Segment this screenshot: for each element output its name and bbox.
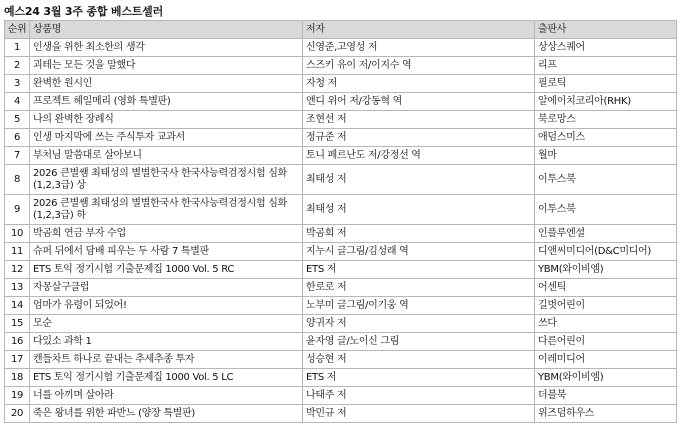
publisher-cell: 쓰다 [535, 315, 677, 333]
rank-cell: 6 [5, 129, 30, 147]
table-row [5, 147, 677, 165]
author-cell: 정규준 저 [303, 129, 535, 147]
title-cell: 다있소 과학 1 [30, 333, 303, 351]
title-cell: 2026 큰별쌤 최태성의 별별한국사 한국사능력검정시험 심화(1,2,3급) 상 [30, 165, 303, 195]
title-cell: 괴테는 모든 것을 말했다 [30, 57, 303, 75]
author-cell: 자청 저 [303, 75, 535, 93]
table-row [5, 315, 677, 333]
table-row [5, 405, 677, 423]
page-title: 예스24 3월 3주 종합 베스트셀러 [4, 5, 164, 18]
author-cell: 신영준,고영성 저 [303, 39, 535, 57]
author-cell: ETS 저 [303, 369, 535, 387]
table-row [5, 333, 677, 351]
author-cell: 박민규 저 [303, 405, 535, 423]
rank-cell: 2 [5, 57, 30, 75]
rank-cell: 15 [5, 315, 30, 333]
header-rank: 순위 [5, 21, 30, 39]
header-publisher: 출판사 [535, 21, 677, 39]
table-row [5, 369, 677, 387]
publisher-cell: YBM(와이비엠) [535, 261, 677, 279]
publisher-cell: 월마 [535, 147, 677, 165]
publisher-cell: 이투스북 [535, 165, 677, 195]
bestseller-table [4, 20, 677, 423]
publisher-cell: 어센틱 [535, 279, 677, 297]
rank-cell: 16 [5, 333, 30, 351]
author-cell: 양귀자 저 [303, 315, 535, 333]
title-cell: 캔들차트 하나로 끝내는 추세추종 투자 [30, 351, 303, 369]
title-cell: 자몽살구클럽 [30, 279, 303, 297]
publisher-cell: 상상스퀘어 [535, 39, 677, 57]
table-header-row [5, 21, 677, 39]
publisher-cell: 다른어린이 [535, 333, 677, 351]
publisher-cell: 알에이치코리아(RHK) [535, 93, 677, 111]
title-cell: ETS 토익 정기시험 기출문제집 1000 Vol. 5 LC [30, 369, 303, 387]
rank-cell: 10 [5, 225, 30, 243]
rank-cell: 12 [5, 261, 30, 279]
rank-cell: 14 [5, 297, 30, 315]
header-author: 저자 [303, 21, 535, 39]
table-row [5, 225, 677, 243]
author-cell: 최태성 저 [303, 165, 535, 195]
rank-cell: 1 [5, 39, 30, 57]
title-cell: 죽은 왕녀를 위한 파반느 (양장 특별판) [30, 405, 303, 423]
author-cell: ETS 저 [303, 261, 535, 279]
rank-cell: 11 [5, 243, 30, 261]
author-cell: 성승현 저 [303, 351, 535, 369]
rank-cell: 4 [5, 93, 30, 111]
title-cell: 모순 [30, 315, 303, 333]
rank-cell: 9 [5, 195, 30, 225]
title-cell: 너를 아끼며 살아라 [30, 387, 303, 405]
publisher-cell: 리프 [535, 57, 677, 75]
header-title: 상품명 [30, 21, 303, 39]
author-cell: 나태주 저 [303, 387, 535, 405]
author-cell: 스즈키 유이 저/이지수 역 [303, 57, 535, 75]
publisher-cell: 이투스북 [535, 195, 677, 225]
table-row [5, 387, 677, 405]
table-row [5, 111, 677, 129]
author-cell: 노부미 글그림/이기웅 역 [303, 297, 535, 315]
rank-cell: 20 [5, 405, 30, 423]
table-row [5, 351, 677, 369]
title-cell: 프로젝트 헤일메리 (영화 특별판) [30, 93, 303, 111]
rank-cell: 18 [5, 369, 30, 387]
rank-cell: 19 [5, 387, 30, 405]
publisher-cell: YBM(와이비엠) [535, 369, 677, 387]
rank-cell: 17 [5, 351, 30, 369]
author-cell: 지누시 글그림/김성래 역 [303, 243, 535, 261]
table-row [5, 93, 677, 111]
title-cell: ETS 토익 정기시험 기출문제집 1000 Vol. 5 RC [30, 261, 303, 279]
rank-cell: 7 [5, 147, 30, 165]
publisher-cell: 애덤스미스 [535, 129, 677, 147]
title-cell: 나의 완벽한 장례식 [30, 111, 303, 129]
publisher-cell: 인플루엔셜 [535, 225, 677, 243]
publisher-cell: 이레미디어 [535, 351, 677, 369]
author-cell: 최태성 저 [303, 195, 535, 225]
title-cell: 인생을 위한 최소한의 생각 [30, 39, 303, 57]
author-cell: 조현선 저 [303, 111, 535, 129]
author-cell: 앤디 위어 저/강동혁 역 [303, 93, 535, 111]
table-row [5, 243, 677, 261]
publisher-cell: 필로틱 [535, 75, 677, 93]
publisher-cell: 위즈덤하우스 [535, 405, 677, 423]
publisher-cell: 길벗어린이 [535, 297, 677, 315]
table-row [5, 297, 677, 315]
author-cell: 박곰희 저 [303, 225, 535, 243]
publisher-cell: 북로망스 [535, 111, 677, 129]
rank-cell: 3 [5, 75, 30, 93]
author-cell: 한로로 저 [303, 279, 535, 297]
table-row [5, 261, 677, 279]
author-cell: 토니 페르난도 저/강정선 역 [303, 147, 535, 165]
title-cell: 부처님 말씀대로 살아보니 [30, 147, 303, 165]
title-cell: 2026 큰별쌤 최태성의 별별한국사 한국사능력검정시험 심화(1,2,3급) 하 [30, 195, 303, 225]
author-cell: 윤자영 글/노이신 그림 [303, 333, 535, 351]
table-row [5, 165, 677, 195]
table-row [5, 75, 677, 93]
title-cell: 슈퍼 뒤에서 담배 피우는 두 사람 7 특별판 [30, 243, 303, 261]
publisher-cell: 더블북 [535, 387, 677, 405]
title-cell: 인생 마지막에 쓰는 주식투자 교과서 [30, 129, 303, 147]
title-cell: 완벽한 원시인 [30, 75, 303, 93]
table-row [5, 279, 677, 297]
table-row [5, 57, 677, 75]
table-row [5, 39, 677, 57]
publisher-cell: 디앤씨미디어(D&C미디어) [535, 243, 677, 261]
table-row [5, 129, 677, 147]
rank-cell: 8 [5, 165, 30, 195]
rank-cell: 13 [5, 279, 30, 297]
table-row [5, 195, 677, 225]
title-cell: 박곰희 연금 부자 수업 [30, 225, 303, 243]
rank-cell: 5 [5, 111, 30, 129]
title-cell: 엄마가 유령이 되었어! [30, 297, 303, 315]
